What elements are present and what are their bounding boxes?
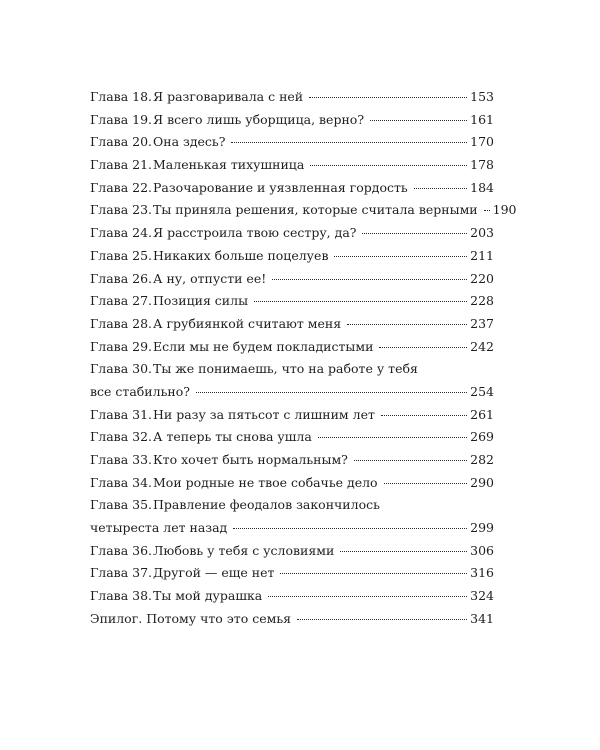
dot-leader <box>254 301 467 302</box>
dot-leader <box>340 551 467 552</box>
page-number: 254 <box>470 383 494 399</box>
chapter-title: Маленькая тихушница <box>153 157 305 173</box>
chapter-title: Другой — еще нет <box>153 565 275 581</box>
chapter-title: Она здесь? <box>153 134 226 150</box>
chapter-number: Глава 33. <box>90 452 153 467</box>
chapter-title: А грубиянкой считают меня <box>153 315 342 331</box>
page-number: 228 <box>470 293 494 309</box>
toc-entry-24[interactable] <box>90 222 494 245</box>
dot-leader <box>268 596 467 597</box>
toc-entry-29[interactable] <box>90 336 494 359</box>
toc-entry-30[interactable] <box>90 358 494 403</box>
chapter-number: Глава 18. <box>90 89 153 104</box>
page-number: 170 <box>470 134 494 150</box>
chapter-title: Кто хочет быть нормальным? <box>153 452 348 467</box>
toc-entry-23[interactable] <box>90 199 517 222</box>
toc-entry-epilogue[interactable] <box>90 608 494 631</box>
toc-entry-28[interactable] <box>90 313 494 336</box>
toc-entry-33[interactable] <box>90 449 494 472</box>
dot-leader <box>384 483 468 484</box>
chapter-number: Глава 22. <box>90 179 153 195</box>
chapter-number: Глава 24. <box>90 225 153 241</box>
epilogue-title: Эпилог. Потому что это семья <box>90 610 292 626</box>
page-number: 153 <box>470 89 494 104</box>
page-number: 306 <box>470 542 494 558</box>
chapter-number: Глава 19. <box>90 111 153 127</box>
toc-entry-35[interactable] <box>90 494 494 539</box>
toc-entry-38[interactable] <box>90 585 494 608</box>
dot-leader <box>362 233 467 234</box>
chapter-number: Глава 36. <box>90 542 153 558</box>
dot-leader <box>309 97 467 98</box>
toc-entry-32[interactable] <box>90 426 494 449</box>
dot-leader <box>347 324 467 325</box>
page-number: 178 <box>470 157 494 173</box>
page-number: 237 <box>470 315 494 331</box>
chapter-number: Глава 27. <box>90 293 153 309</box>
chapter-title: Мои родные не твое собачье дело <box>153 474 378 490</box>
dot-leader <box>280 573 467 574</box>
toc-entry-27[interactable] <box>90 290 494 313</box>
chapter-title: Правление феодалов закончилось <box>153 497 380 513</box>
chapter-title-continuation: все стабильно? <box>90 383 190 399</box>
chapter-title: Я расстроила твою сестру, да? <box>153 225 357 241</box>
chapter-title: Позиция силы <box>153 293 249 309</box>
page-number: 184 <box>470 179 494 195</box>
toc-entry-31[interactable] <box>90 404 494 427</box>
chapter-number: Глава 31. <box>90 406 153 422</box>
dot-leader <box>231 142 467 143</box>
dot-leader <box>414 188 467 189</box>
chapter-title: А теперь ты снова ушла <box>153 429 312 445</box>
toc-entry-21[interactable] <box>90 154 494 177</box>
table-of-contents <box>90 86 517 631</box>
chapter-number: Глава 32. <box>90 429 153 445</box>
dot-leader <box>381 415 467 416</box>
toc-entry-36[interactable] <box>90 540 494 563</box>
page-number: 261 <box>470 406 494 422</box>
toc-entry-25[interactable] <box>90 245 494 268</box>
dot-leader <box>196 392 467 393</box>
chapter-title: Я разговаривала с ней <box>153 89 304 104</box>
page-number: 203 <box>470 225 494 241</box>
dot-leader <box>318 437 467 438</box>
chapter-title: Любовь у тебя с условиями <box>153 542 335 558</box>
chapter-number: Глава 30. <box>90 361 153 377</box>
dot-leader <box>272 279 467 280</box>
dot-leader <box>297 619 467 620</box>
page-number: 220 <box>470 270 494 286</box>
chapter-number: Глава 37. <box>90 565 153 581</box>
chapter-title: Если мы не будем покладистыми <box>153 338 374 354</box>
chapter-title-continuation: четыреста лет назад <box>90 520 228 536</box>
toc-entry-20[interactable] <box>90 131 494 154</box>
toc-entry-18[interactable] <box>90 86 494 109</box>
page-number: 269 <box>470 429 494 445</box>
chapter-number: Глава 26. <box>90 270 153 286</box>
toc-entry-26[interactable] <box>90 268 494 291</box>
chapter-number: Глава 21. <box>90 157 153 173</box>
chapter-number: Глава 35. <box>90 497 153 513</box>
page-number: 341 <box>470 610 494 626</box>
dot-leader <box>484 210 490 211</box>
toc-entry-34[interactable] <box>90 472 494 495</box>
page-number: 282 <box>470 452 494 467</box>
dot-leader <box>379 347 467 348</box>
chapter-title: Я всего лишь уборщица, верно? <box>153 111 365 127</box>
chapter-number: Глава 20. <box>90 134 153 150</box>
dot-leader <box>370 120 467 121</box>
toc-entry-37[interactable] <box>90 562 494 585</box>
chapter-number: Глава 23. <box>90 202 153 218</box>
toc-entry-19[interactable] <box>90 109 494 132</box>
chapter-title: Ты же понимаешь, что на работе у тебя <box>153 361 418 377</box>
dot-leader <box>354 460 467 461</box>
chapter-number: Глава 38. <box>90 588 153 604</box>
page-number: 211 <box>470 247 494 263</box>
dot-leader <box>233 528 467 529</box>
chapter-number: Глава 25. <box>90 247 153 263</box>
page-number: 290 <box>470 474 494 490</box>
chapter-number: Глава 34. <box>90 474 153 490</box>
chapter-title: Ни разу за пятьсот с лишним лет <box>153 406 375 422</box>
chapter-title: Ты мой дурашка <box>153 588 263 604</box>
chapter-title: Разочарование и уязвленная гордость <box>153 179 408 195</box>
page-number: 299 <box>470 520 494 536</box>
page-number: 190 <box>492 202 517 218</box>
page-number: 316 <box>470 565 494 581</box>
chapter-title: А ну, отпусти ее! <box>153 270 267 286</box>
page-number: 324 <box>470 588 494 604</box>
chapter-number: Глава 29. <box>90 338 153 354</box>
dot-leader <box>310 165 467 166</box>
chapter-number: Глава 28. <box>90 315 153 331</box>
page-number: 242 <box>470 338 494 354</box>
dot-leader <box>334 256 467 257</box>
toc-entry-22[interactable] <box>90 177 494 200</box>
chapter-title: Ты приняла решения, которые считала верными <box>153 202 478 218</box>
page-number: 161 <box>470 111 494 127</box>
chapter-title: Никаких больше поцелуев <box>153 247 329 263</box>
